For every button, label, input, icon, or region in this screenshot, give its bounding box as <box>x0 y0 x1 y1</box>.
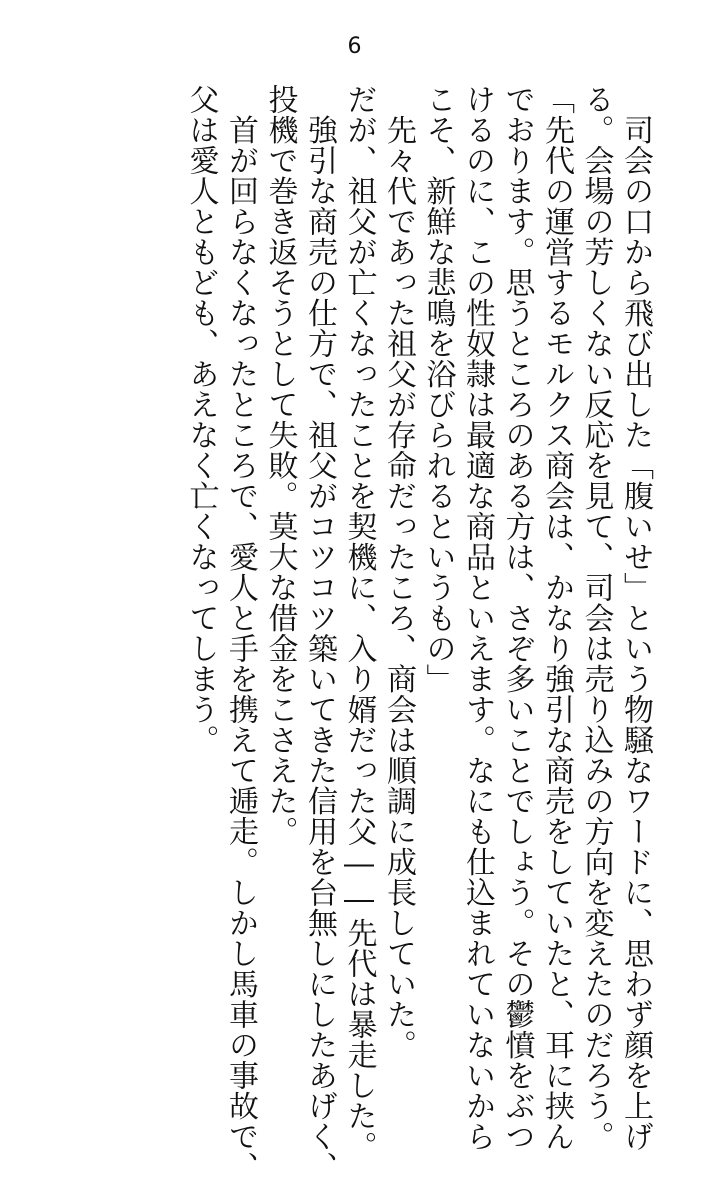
text-line: 首が回らなくなったところで、愛人と手を携えて逓走。しかし馬車の事故で、 <box>223 84 258 1182</box>
text-line: 強引な商売の仕方で、祖父がコツコツ築いてきた信用を台無しにしたあげく、 <box>302 84 337 1182</box>
text-line: 先々代であった祖父が存命だったころ、商会は順調に成長していた。 <box>381 84 416 1060</box>
text-line: けるのに、この性奴隷は最適な商品といえます。なにも仕込まれていないから <box>460 84 495 1152</box>
text-line: 「先代の運営するモルクス商会は、かなり強引な商売をしていたと、耳に挟ん <box>539 84 574 1152</box>
text-line: 父は愛人ともども、あえなく亡くなってしまう。 <box>183 84 219 755</box>
text-line: でおります。思うところのある方は、さぞ多いことでしょう。その鬱憤をぶつ <box>499 84 535 1152</box>
text-line: だが、祖父が亡くなったことを契機に、入り婿だった父――先代は暴走した。 <box>341 84 377 1162</box>
text-line: る。会場の芳しくない反応を見て、司会は売り込みの方向を変えたのだろう。 <box>578 84 614 1152</box>
novel-body-text <box>181 84 655 1182</box>
text-line: 投機で巻き返そうとして失敗。莫大な借金をこさえた。 <box>262 84 298 847</box>
page-number: 6 <box>347 34 362 59</box>
text-line: こそ、新鮮な悲鳴を浴びられるというもの」 <box>420 84 456 694</box>
text-line: 司会の口から飛び出した「腹いせ」という物騒なワードに、思わず顔を上げ <box>618 84 653 1152</box>
